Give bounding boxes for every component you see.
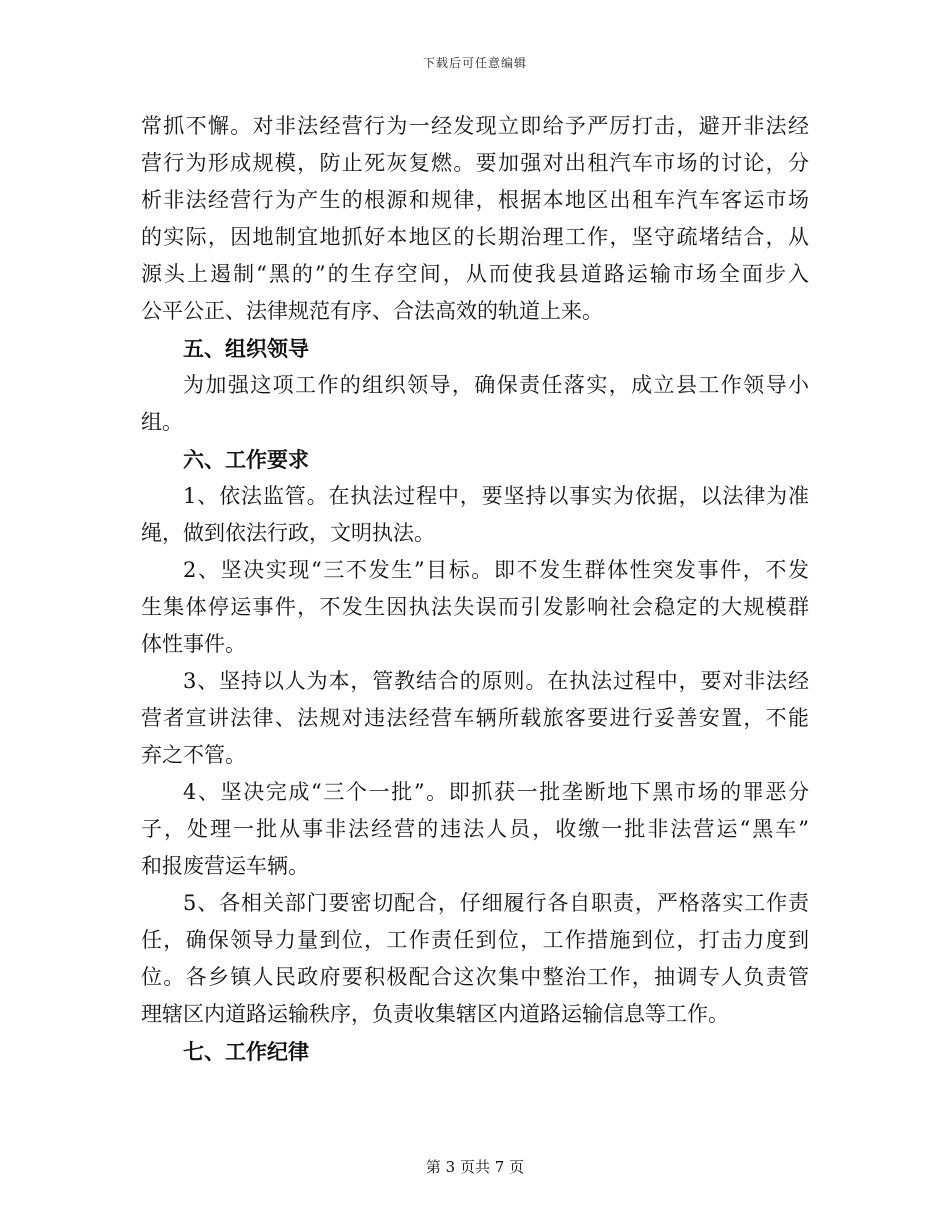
text-line: 营行为形成规模，防止死灰复燃。要加强对出租汽车市场的讨论，分 (141, 151, 809, 175)
section-heading: 六、工作要求 (183, 447, 309, 472)
text-line: 1、依法监管。在执法过程中，要坚持以事实为依据，以法律为准 (183, 484, 809, 508)
text-line: 和报废营运车辆。 (141, 854, 309, 878)
text-line: 生集体停运事件，不发生因执法失误而引发影响社会稳定的大规模群 (141, 595, 809, 619)
text-line: 2、坚决实现“三不发生”目标。即不发生群体性突发事件，不发 (183, 558, 809, 582)
text-line: 弃之不管。 (141, 743, 246, 767)
text-line: 析非法经营行为产生的根源和规律，根据本地区出租车汽车客运市场 (141, 188, 809, 212)
text-line: 体性事件。 (141, 632, 246, 656)
text-line: 常抓不懈。对非法经营行为一经发现立即给予严厉打击，避开非法经 (141, 114, 809, 138)
section-heading: 五、组织领导 (183, 336, 309, 361)
text-line: 子，处理一批从事非法经营的违法人员，收缴一批非法营运“黑车” (141, 817, 809, 841)
header-note: 下载后可任意编辑 (422, 56, 527, 70)
text-line: 3、坚持以人为本，管教结合的原则。在执法过程中，要对非法经 (183, 669, 809, 693)
text-line: 营者宣讲法律、法规对违法经营车辆所载旅客要进行妥善安置，不能 (141, 706, 809, 730)
text-line: 5、各相关部门要密切配合，仔细履行各自职责，严格落实工作责 (183, 891, 809, 915)
text-line: 为加强这项工作的组织领导，确保责任落实，成立县工作领导小 (183, 373, 809, 397)
text-line: 4、坚决完成“三个一批”。即抓获一批垄断地下黑市场的罪恶分 (183, 780, 809, 804)
document-body (141, 108, 809, 1070)
text-line: 的实际，因地制宜地抓好本地区的长期治理工作，坚守疏堵结合，从 (141, 225, 809, 249)
text-line: 公平公正、法律规范有序、合法高效的轨道上来。 (141, 299, 603, 323)
text-line: 绳，做到依法行政，文明执法。 (141, 521, 435, 545)
page-footer: 第 3 页共 7 页 (425, 1158, 525, 1176)
text-line: 源头上遏制“黑的”的生存空间，从而使我县道路运输市场全面步入 (141, 262, 809, 286)
text-line: 组。 (141, 410, 183, 434)
text-line: 位。各乡镇人民政府要积极配合这次集中整治工作，抽调专人负责管 (141, 965, 809, 989)
text-line: 理辖区内道路运输秩序，负责收集辖区内道路运输信息等工作。 (141, 1002, 729, 1026)
text-line: 任，确保领导力量到位，工作责任到位，工作措施到位，打击力度到 (141, 928, 809, 952)
section-heading: 七、工作纪律 (183, 1039, 309, 1064)
